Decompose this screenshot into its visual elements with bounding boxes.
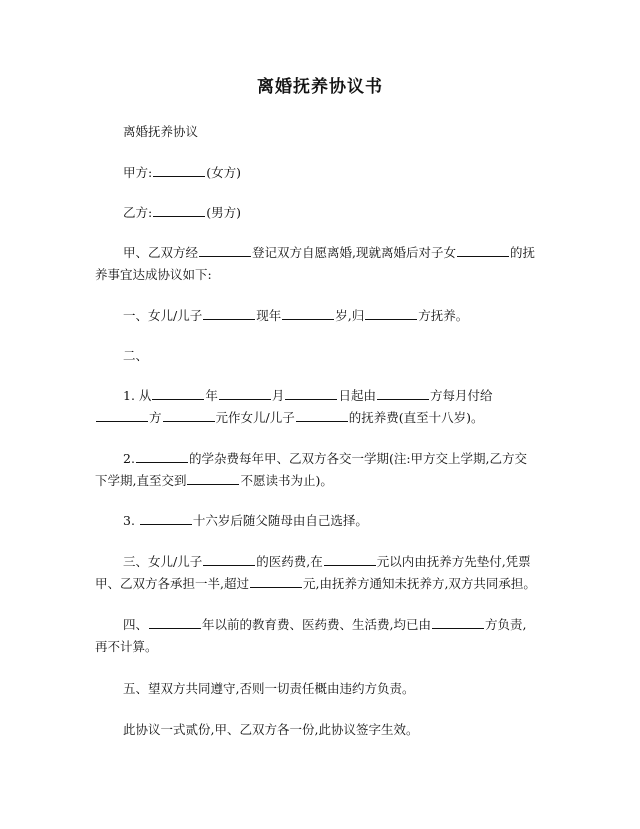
- item-3: [123, 510, 583, 531]
- clause-4-line-1: [123, 614, 583, 635]
- clause-3-text-c: 元以内由抚养方先垫付,凭票: [376, 554, 531, 569]
- item-1-text-d: 日起由: [338, 388, 376, 403]
- clause-3-amount-blank: [324, 551, 376, 566]
- item-1-text-g: 元作女儿/儿子: [215, 410, 295, 425]
- item-3-text-a: 3.: [123, 513, 135, 528]
- intro-text-b: 登记双方自愿离婚,现就离婚后对子女: [252, 245, 456, 260]
- party-b-line: [123, 202, 583, 223]
- item-3-child-blank: [140, 510, 192, 525]
- clause-4-text-b: 年以前的教育费、医药费、生活费,均已由: [202, 617, 431, 632]
- clause-3-limit-blank: [250, 573, 302, 588]
- intro-text-a: 甲、乙双方经: [123, 245, 199, 260]
- clause-4-line-2: 再不计算。: [95, 639, 158, 654]
- document-heading: 离婚抚养协议: [123, 124, 199, 139]
- intro-line-1: [123, 242, 583, 263]
- item-2-line-1: [123, 448, 583, 469]
- party-a-blank: [153, 162, 205, 177]
- item-2-text-a: 2.: [123, 451, 135, 466]
- registration-place-blank: [199, 242, 251, 257]
- clause-4-party-blank: [432, 614, 484, 629]
- clause-3-line-2: [95, 573, 555, 594]
- item-1-child-blank: [296, 407, 348, 422]
- clause-1-text-a: 一、女儿/儿子: [123, 308, 203, 323]
- clause-4-text-c: 方负责,: [485, 617, 527, 632]
- clause-1-blank-1: [203, 305, 255, 320]
- item-1-line-2: [95, 407, 555, 428]
- party-a-line: [123, 162, 583, 183]
- clause-1-blank-2: [282, 305, 334, 320]
- item-2-text-c: 下学期,直至交到: [95, 473, 187, 488]
- closing-statement: 此协议一式贰份,甲、乙双方各一份,此协议签字生效。: [123, 722, 419, 737]
- clause-1-text-b: 现年: [256, 308, 282, 323]
- clause-5: 五、望双方共同遵守,否则一切责任概由违约方负责。: [123, 681, 415, 696]
- party-b-suffix: (男方): [206, 205, 241, 220]
- item-2-child-blank: [136, 448, 188, 463]
- clause-1-blank-3: [365, 305, 417, 320]
- clause-4-text-a: 四、: [123, 617, 149, 632]
- item-2-line-2: [95, 470, 555, 491]
- item-1-amount-blank: [163, 407, 215, 422]
- item-1-month-blank: [219, 385, 271, 400]
- clause-3-text-d: 甲、乙双方各承担一半,超过: [95, 576, 249, 591]
- item-1-text-c: 月: [271, 388, 285, 403]
- item-1-year-blank: [152, 385, 204, 400]
- child-name-blank: [457, 242, 509, 257]
- item-1-text-h: 的抚养费(直至十八岁)。: [348, 410, 484, 425]
- document-title: 离婚抚养协议书: [257, 77, 383, 97]
- item-1-text-e: 方每月付给: [429, 388, 493, 403]
- intro-text-c: 的抚: [510, 245, 536, 260]
- clause-2-heading: 二、: [123, 348, 149, 363]
- clause-1: [123, 305, 583, 326]
- item-1-text-f: 方: [149, 410, 162, 425]
- item-2-text-d: 不愿读书为止)。: [240, 473, 333, 488]
- party-a-label: 甲方:: [123, 165, 153, 180]
- item-1-text-a: 1. 从: [123, 388, 152, 403]
- item-3-text-b: 十六岁后随父随母由自己选择。: [192, 513, 368, 528]
- intro-line-2: 养事宜达成协议如下:: [95, 267, 212, 282]
- clause-1-text-d: 方抚养。: [418, 308, 469, 323]
- clause-3-child-blank: [203, 551, 255, 566]
- item-1-payer-blank: [377, 385, 429, 400]
- clause-3-text-e: 元,由抚养方通知未抚养方,双方共同承担。: [302, 576, 536, 591]
- party-b-label: 乙方:: [123, 205, 153, 220]
- clause-1-text-c: 岁,归: [335, 308, 365, 323]
- item-1-day-blank: [285, 385, 337, 400]
- party-b-blank: [153, 202, 205, 217]
- clause-3-line-1: [123, 551, 583, 572]
- item-1-payee-blank: [96, 407, 148, 422]
- clause-4-year-blank: [149, 614, 201, 629]
- item-1-line-1: [123, 385, 583, 406]
- item-2-text-b: 的学杂费每年甲、乙双方各交一学期(注:甲方交上学期,乙方交: [188, 451, 528, 466]
- party-a-suffix: (女方): [206, 165, 241, 180]
- clause-3-text-a: 三、女儿/儿子: [123, 554, 203, 569]
- item-2-end-blank: [187, 470, 239, 485]
- item-1-text-b: 年: [205, 388, 218, 403]
- clause-3-text-b: 的医药费,在: [256, 554, 323, 569]
